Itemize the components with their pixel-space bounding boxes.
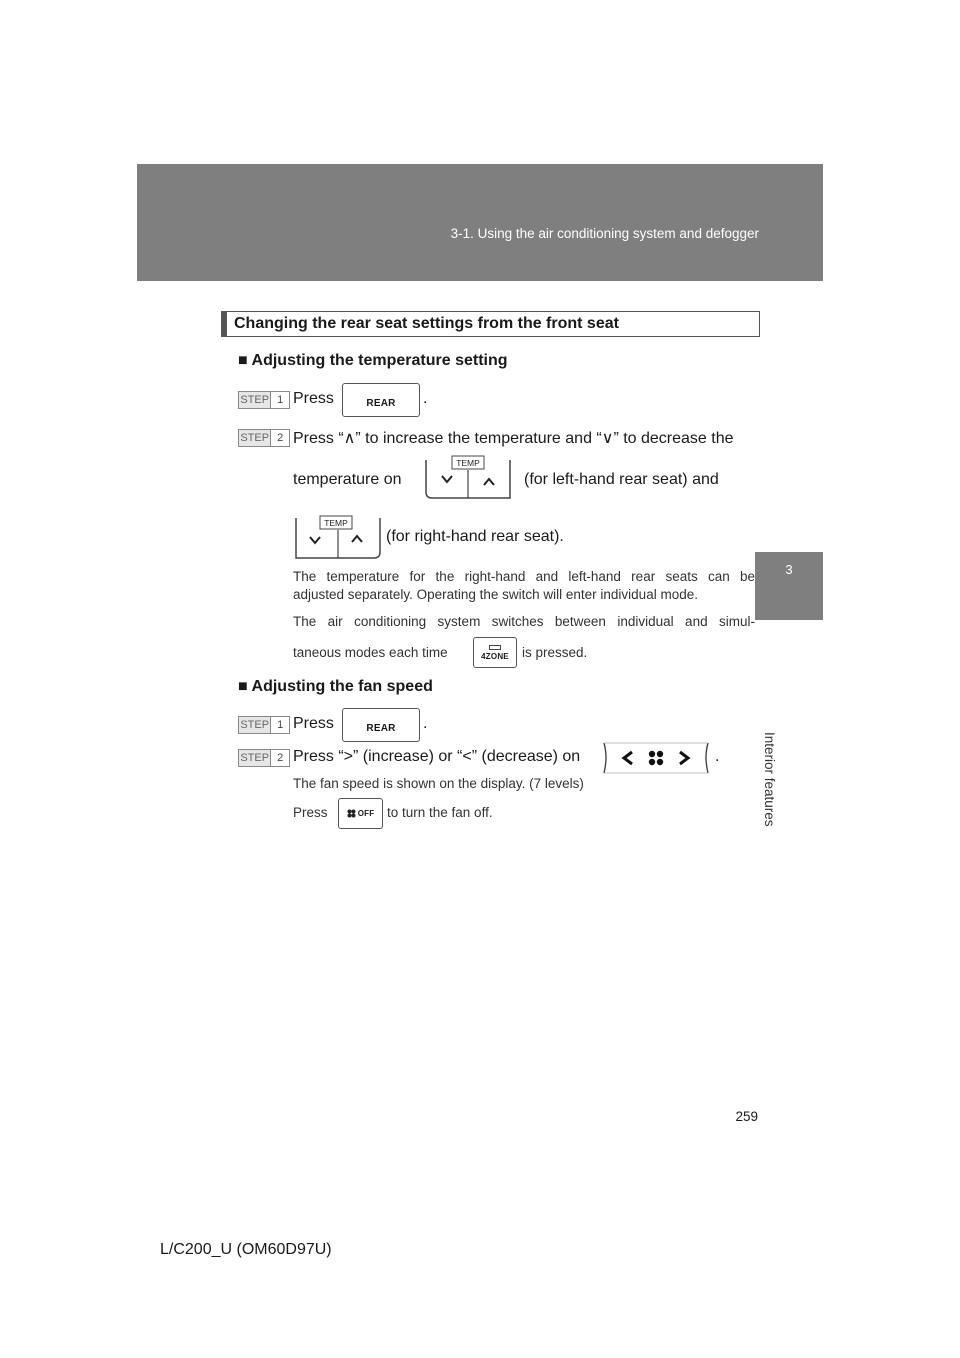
- note-text: adjusted separately. Operating the switch will enter individual mode.: [293, 587, 698, 602]
- chevron-left-icon: [624, 752, 632, 764]
- step-badge: [238, 716, 290, 734]
- section-marker: [222, 312, 227, 336]
- fan-icon: [649, 751, 663, 765]
- step-badge: [238, 429, 290, 447]
- step-word: STEP: [240, 752, 270, 764]
- note-text: The fan speed is shown on the display. (7 levels): [293, 776, 584, 791]
- rear-button-label: REAR: [366, 397, 396, 409]
- right-temp-switch[interactable]: [292, 512, 384, 562]
- chapter-title: 3-1. Using the air conditioning system and defogger: [450, 226, 759, 241]
- indicator-light-icon: [489, 645, 501, 650]
- step-badge: [238, 391, 290, 409]
- rear-button[interactable]: [342, 708, 420, 742]
- step-number: 1: [270, 392, 289, 408]
- step-number: 2: [270, 430, 289, 446]
- chapter-tab: [755, 552, 823, 620]
- note-text: The temperature for the right-hand and left-hand rear seats can be: [293, 569, 755, 584]
- step-number: 2: [270, 750, 289, 766]
- temperature-heading: ■ Adjusting the temperature setting: [238, 352, 508, 369]
- rear-button-label: REAR: [366, 722, 396, 734]
- note-text: The air conditioning system switches between individual and simul-: [293, 614, 755, 629]
- page-number: 259: [735, 1109, 758, 1124]
- step-number: 1: [270, 717, 289, 733]
- step-text: (for right-hand rear seat).: [386, 528, 564, 545]
- fan-off-button[interactable]: [338, 798, 383, 829]
- step-badge: [238, 749, 290, 767]
- note-text: to turn the fan off.: [387, 805, 493, 820]
- step-word: STEP: [240, 719, 270, 731]
- step-word: STEP: [240, 394, 270, 406]
- step-text: Press: [293, 715, 334, 732]
- fan-icon: [347, 809, 356, 818]
- fan-off-button-face: [347, 809, 375, 818]
- fan-speed-switch[interactable]: [600, 741, 712, 775]
- chevron-right-icon: [680, 752, 688, 764]
- section-title: Changing the rear seat settings from the front seat: [234, 315, 619, 332]
- left-temp-switch[interactable]: [422, 452, 514, 502]
- chapter-header: [137, 164, 823, 281]
- fan-heading: ■ Adjusting the fan speed: [238, 678, 433, 695]
- temp-switch-label: TEMP: [456, 458, 480, 468]
- 4zone-button[interactable]: [473, 637, 517, 668]
- note-text: Press: [293, 805, 328, 820]
- 4zone-button-label: 4ZONE: [481, 651, 509, 661]
- step-text: Press: [293, 390, 334, 407]
- note-text: is pressed.: [522, 645, 588, 660]
- fan-off-button-label: OFF: [357, 809, 375, 818]
- step-text-end: .: [423, 390, 428, 407]
- chapter-number: 3: [785, 562, 793, 577]
- step-text: Press “>” (increase) or “<” (decrease) on: [293, 748, 581, 765]
- temp-switch-label: TEMP: [324, 518, 348, 528]
- document-code: L/C200_U (OM60D97U): [160, 1241, 332, 1258]
- note-text: taneous modes each time: [293, 645, 448, 660]
- section-header: [221, 311, 760, 337]
- rear-button[interactable]: [342, 383, 420, 417]
- step-text: (for left-hand rear seat) and: [524, 471, 719, 488]
- step-word: STEP: [240, 432, 270, 444]
- step-text: Press “∧” to increase the temperature and “∨” to decrease the: [293, 430, 734, 447]
- step-text-end: .: [715, 748, 720, 765]
- 4zone-button-face: [481, 645, 509, 661]
- step-text: temperature on: [293, 471, 402, 488]
- step-text-end: .: [423, 715, 428, 732]
- chapter-tab-label: Interior features: [762, 732, 777, 827]
